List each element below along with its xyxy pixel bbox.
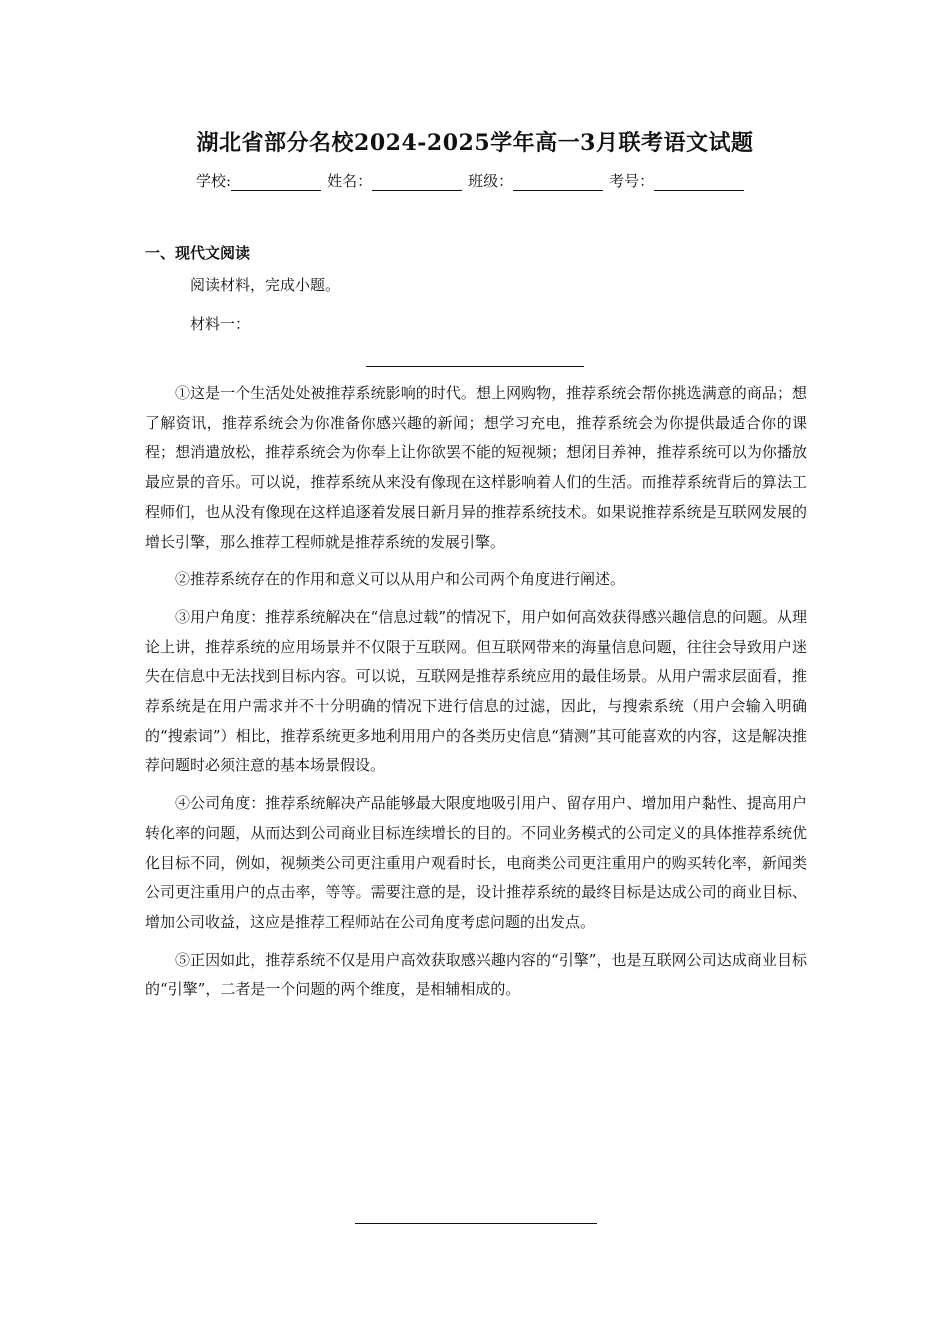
paragraph-2: ②推荐系统存在的作用和意义可以从用户和公司两个角度进行阐述。	[175, 570, 626, 589]
school-blank[interactable]	[231, 176, 321, 191]
exam-number-blank[interactable]	[654, 176, 744, 191]
paragraph-1: ①这是一个生活处处被推荐系统影响的时代。想上网购物，推荐系统会帮你挑选满意的商品；想了解资讯，推荐系统会为你准备你感兴趣的新闻；想学习充电，推荐系统会为你提供最适合你的课程；想消遣放松，推荐系统会为你奉上让你欲罢不能的短视频；想闭目养神，推荐系统可以为你播放最应景的音乐。可以说，推荐系统从来没有像现在这样影响着人们的生活。而推荐系统背后的算法工程师们，也从没有像现在这样追逐着发展日新月异的推荐系统技术。如果说推荐系统是互联网发展的增长引擎，那么推荐工程师就是推荐系统的发展引擎。	[145, 384, 807, 551]
material-body	[145, 379, 807, 1013]
paragraph-3: ③用户角度：推荐系统解决在“信息过载”的情况下，用户如何高效获得感兴趣信息的问题。从理论上讲，推荐系统的应用场景并不仅限于互联网。但互联网带来的海量信息问题，往往会导致用户迷失在信息中无法找到目标内容。可以说，互联网是推荐系统应用的最佳场景。从用户需求层面看，推荐系统是在用户需求并不十分明确的情况下进行信息的过滤，因此，与搜索系统（用户会输入明确的“搜索词”）相比，推荐系统更多地利用用户的各类历史信息“猜测”其可能喜欢的内容，这是解决推荐问题时必须注意的基本场景假设。	[145, 607, 807, 775]
student-info-row	[196, 170, 750, 191]
material-source-underline	[355, 1223, 597, 1224]
reading-instruction: 阅读材料，完成小题。	[190, 276, 341, 294]
paragraph-5: ⑤正因如此，推荐系统不仅是用户高效获取感兴趣内容的“引擎”，也是互联网公司达成商业目标的“引擎”，二者是一个问题的两个维度，是相辅相成的。	[145, 950, 807, 999]
material-label: 材料一：	[190, 315, 251, 333]
section-heading: 一、现代文阅读	[145, 244, 251, 262]
name-blank[interactable]	[372, 176, 462, 191]
exam-number-label: 考号：	[609, 172, 655, 190]
class-blank[interactable]	[513, 176, 603, 191]
name-label: 姓名：	[327, 172, 373, 190]
school-label: 学校:	[196, 172, 232, 190]
material-title-underline	[366, 366, 584, 367]
paragraph-4: ④公司角度：推荐系统解决产品能够最大限度地吸引用户、留存用户、增加用户黏性、提高用户转化率的问题，从而达到公司商业目标连续增长的目的。不同业务模式的公司定义的具体推荐系统优化目标不同，例如，视频类公司更注重用户观看时长，电商类公司更注重用户的购买转化率，新闻类公司更注重用户的点击率，等等。需要注意的是，设计推荐系统的最终目标是达成公司的商业目标、增加公司收益，这应是推荐工程师站在公司角度考虑问题的出发点。	[145, 794, 807, 931]
exam-title: 湖北省部分名校2024-2025学年高一3月联考语文试题	[196, 130, 754, 156]
class-label: 班级：	[468, 172, 514, 190]
